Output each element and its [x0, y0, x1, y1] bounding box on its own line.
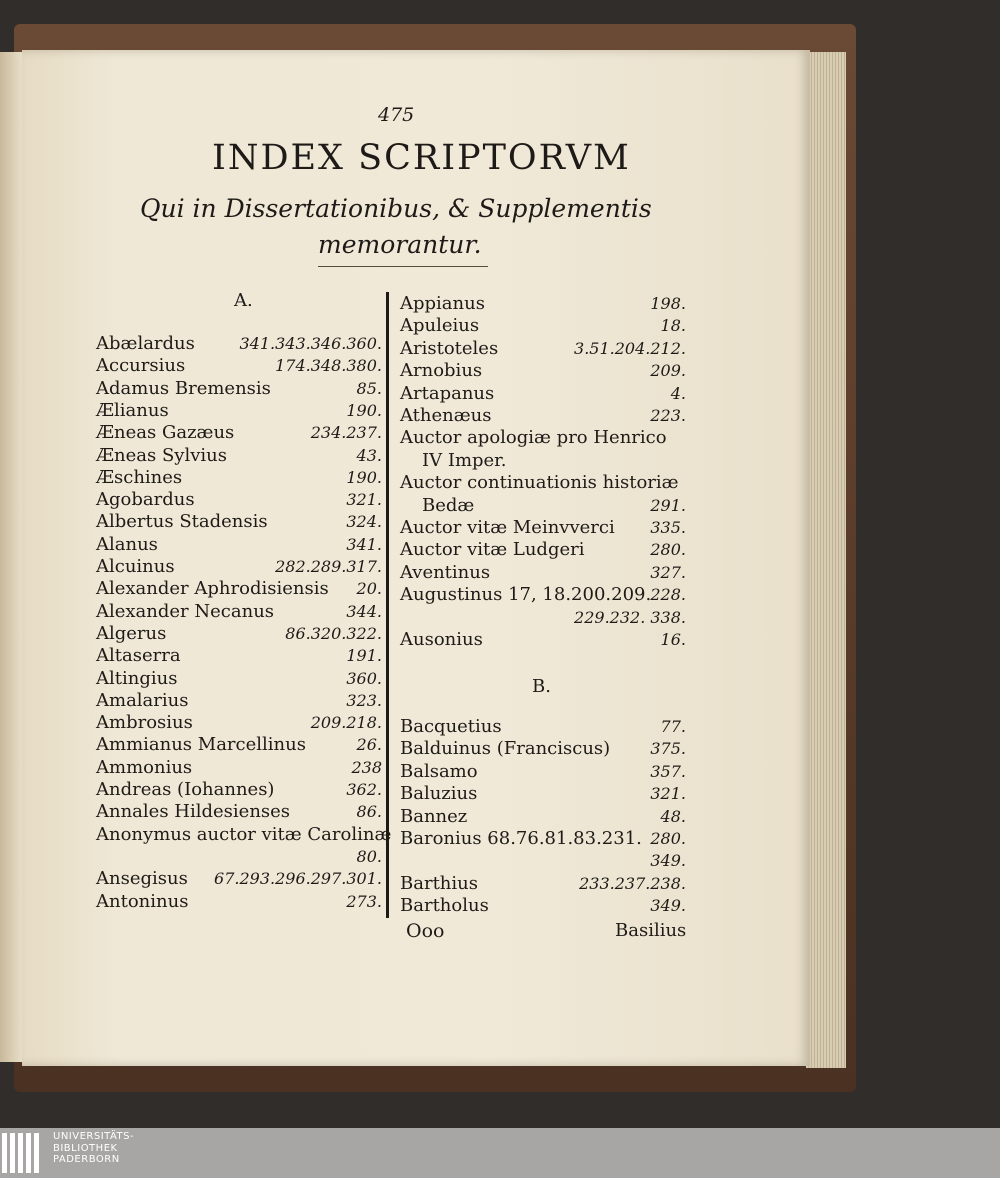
entry-name: Alexander Aphrodisiensis — [96, 578, 329, 600]
title-rule — [318, 266, 488, 267]
entry-name: Baronius 68.76.81.83.231. — [400, 828, 642, 849]
entry-pages: 43. — [356, 445, 382, 465]
entry-name: Altingius — [96, 667, 178, 689]
page-stack-edges — [806, 52, 846, 1068]
entry-pages: 349. — [650, 851, 686, 871]
entry-name: Barthius — [400, 872, 478, 894]
letter-heading-a: A. — [234, 290, 253, 311]
library-logo-text — [53, 1131, 134, 1166]
entry-pages: 77. — [660, 717, 686, 736]
footer-bar — [0, 1128, 1000, 1178]
entry-pages: 327. — [650, 562, 686, 582]
entry-name: Anonymus auctor vitæ Carolinæ — [96, 823, 392, 845]
entry-name: Athenæus — [400, 405, 492, 426]
entry-pages: 86. — [356, 802, 382, 822]
entry-name: Aventinus — [400, 561, 491, 583]
entry-pages: 291. — [650, 495, 686, 515]
library-logo-icon — [0, 1131, 46, 1175]
page-subtitle-line1: Qui in Dissertationibus, & Supplementis — [140, 194, 652, 223]
entry-pages: 341. — [346, 534, 382, 554]
entry-pages: 86.320.322. — [285, 623, 382, 643]
entry-pages: 228. — [650, 585, 686, 605]
entry-pages: 321. — [346, 490, 382, 510]
entry-pages: 190. — [346, 467, 382, 487]
entry-name: Alexander Necanus — [96, 600, 275, 622]
facing-page-edge — [0, 52, 22, 1062]
entry-name: Ambrosius — [96, 712, 193, 734]
entry-name: Ansegisus — [96, 868, 188, 890]
entry-pages: 324. — [346, 512, 382, 532]
entry-name: Abælardus — [96, 333, 195, 354]
entry-name: Ammianus Marcellinus — [96, 734, 306, 756]
page-number: 475 — [378, 104, 415, 126]
entry-name: Accursius — [96, 355, 186, 377]
logo-line-1: UNIVERSITÄTS- — [53, 1131, 135, 1142]
entry-name: Bedæ — [422, 494, 475, 516]
entry-name: Æneas Gazæus — [96, 422, 235, 444]
entry-name: IV Imper. — [422, 449, 507, 471]
entry-name: Andreas (Iohannes) — [96, 779, 275, 800]
entry-pages: 323. — [346, 690, 382, 710]
entry-pages: 174.348.380. — [275, 356, 382, 376]
entry-name: Bannez — [400, 805, 468, 827]
entry-name: Arnobius — [400, 360, 483, 382]
entry-name: Amalarius — [96, 689, 189, 711]
entry-pages: 3.51.204.212. — [574, 338, 686, 358]
entry-pages: 282.289.317. — [275, 557, 382, 576]
entry-pages: 362. — [346, 780, 382, 799]
entry-pages: 16. — [660, 630, 686, 649]
entry-name: Albertus Stadensis — [96, 511, 268, 533]
letter-heading-b: B. — [532, 676, 551, 697]
entry-pages: 4. — [670, 383, 686, 403]
entry-pages: 233.237.238. — [579, 873, 686, 893]
entry-name: Auctor vitæ Meinvverci — [400, 517, 615, 538]
entry-pages: 273. — [346, 891, 382, 911]
entry-name: Ammonius — [96, 756, 193, 778]
entry-name: Antoninus — [96, 890, 189, 912]
entry-pages: 48. — [660, 806, 686, 826]
entry-name: Auctor continuationis historiæ — [400, 472, 679, 494]
page-subtitle-line2: memorantur. — [318, 230, 482, 259]
entry-name: Alanus — [96, 533, 158, 555]
entry-pages: 349. — [650, 896, 686, 916]
entry-pages: 335. — [650, 518, 686, 537]
signature-mark: Ooo — [406, 920, 445, 942]
entry-name: Alcuinus — [96, 556, 175, 577]
logo-line-2: BIBLIOTHEK — [53, 1142, 118, 1154]
entry-name: Agobardus — [96, 489, 195, 511]
entry-name: Balsamo — [400, 760, 478, 782]
entry-pages: 341.343.346.360. — [239, 334, 382, 353]
entry-name: Æneas Sylvius — [96, 444, 227, 466]
entry-name: Algerus — [96, 622, 167, 644]
page-title: INDEX SCRIPTORVM — [212, 138, 631, 178]
entry-pages: 344. — [346, 601, 382, 621]
entry-name: Altaserra — [96, 645, 181, 667]
entry-pages: 223. — [650, 406, 686, 425]
catchword: Basilius — [615, 920, 687, 941]
entry-pages: 190. — [346, 400, 382, 420]
entry-pages: 209. — [650, 361, 686, 381]
entry-name: Adamus Bremensis — [96, 377, 271, 399]
entry-name: Balduinus (Franciscus) — [400, 738, 611, 760]
entry-pages: 80. — [356, 846, 382, 866]
entry-pages: 280. — [650, 540, 686, 560]
entry-name: Apuleius — [400, 315, 480, 337]
entry-name: Aristoteles — [400, 337, 499, 359]
entry-pages: 67.293.296.297.301. — [214, 869, 382, 889]
entry-pages: 26. — [356, 735, 382, 755]
entry-name: Annales Hildesienses — [96, 801, 291, 823]
entry-pages: 375. — [650, 739, 686, 759]
entry-name: Augustinus 17, 18.200.209. — [400, 584, 652, 606]
entry-name: Appianus — [400, 293, 485, 314]
entry-pages: 360. — [346, 668, 382, 688]
logo-line-3: PADERBORN — [53, 1154, 120, 1165]
entry-name: Bartholus — [400, 895, 489, 917]
entry-name: Ausonius — [400, 629, 483, 650]
entry-pages: 85. — [356, 378, 382, 398]
entry-name: Bacquetius — [400, 716, 502, 737]
entry-pages: 280. — [650, 829, 686, 848]
entry-pages: 229.232. 338. — [574, 607, 686, 627]
entry-name: Auctor vitæ Ludgeri — [400, 539, 585, 561]
entry-pages: 198. — [650, 294, 686, 313]
entry-pages: 238 — [351, 757, 382, 777]
entry-name: Baluzius — [400, 783, 478, 805]
entry-pages: 234.237. — [310, 423, 382, 443]
entry-name: Æschines — [96, 466, 183, 488]
entry-pages: 321. — [650, 784, 686, 804]
entry-name: Ælianus — [96, 399, 169, 421]
entry-pages: 209.218. — [310, 713, 382, 733]
entry-name: Artapanus — [400, 382, 495, 404]
entry-name: Auctor apologiæ pro Henrico — [400, 427, 667, 449]
entry-pages: 357. — [650, 761, 686, 781]
entry-pages: 20. — [356, 579, 382, 599]
entry-pages: 18. — [660, 316, 686, 336]
entry-pages: 191. — [346, 646, 382, 666]
